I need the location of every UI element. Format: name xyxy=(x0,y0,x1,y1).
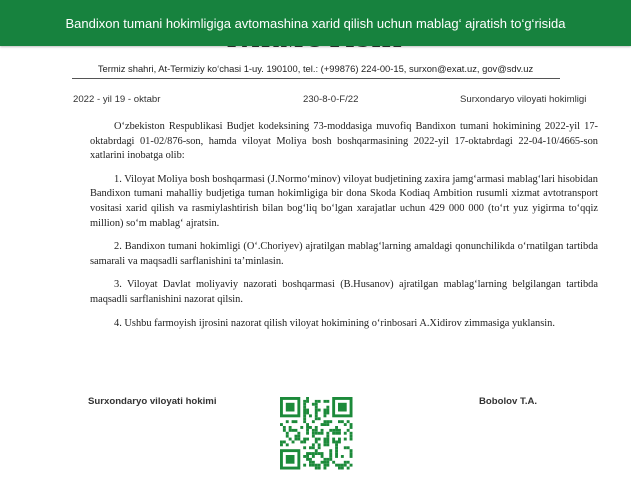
letterhead-divider xyxy=(72,78,560,79)
letterhead-address: Termiz shahri, At-Termiziy ko‘chasi 1-uy. 190100, tel.: (+99876) 224-00-15, surxon@exat.uz, gov@sdv.uz xyxy=(97,63,534,74)
clause-4-paragraph: 4. Ushbu farmoyish ijrosini nazorat qilish viloyat hokimining o‘rinbosari A.Xidirov zimmasiga yuklansin. xyxy=(114,317,555,329)
qr-code-icon xyxy=(280,395,353,478)
signatory-position: Surxondaryo viloyati hokimi xyxy=(88,396,217,407)
preamble-paragraph: O‘zbekiston Respublikasi Budjet kodeksining 73-moddasiga muvofiq Bandixon tumani hokimining 2022-yil 17-oktabrdagi 01-02/876-son, hamda viloyat Moliya bosh boshqarmasining 2022-yil 17-oktabrdagi 22-04-10/4665-son xatlarini inobatga olib: xyxy=(90,121,598,162)
page-title: Bandixon tumani hokimligiga avtomashina xarid qilish uchun mablag‘ ajratish to‘g‘risida xyxy=(65,16,566,31)
signatory-name: Bobolov T.A. xyxy=(479,396,538,407)
clause-2-paragraph: 2. Bandixon tumani hokimligi (O‘.Choriyev) ajratilgan mablag‘larning amaldagi qonunchilikda o‘rnatilgan tartibda samarali va maqsadli sarflanishini ta’minlasin. xyxy=(90,241,598,267)
title-banner xyxy=(0,0,631,46)
clause-1-paragraph: 1. Viloyat Moliya bosh boshqarmasi (J.Normo‘minov) viloyat budjetining zaxira jamg‘armasi mablag‘lari hisobidan Bandixon tumani mahalliy budjetiga tuman hokimligiga bir dona Skoda Kodiaq Ambition rusumli xizmat avtotransport vositasi xarid qilish va rasmiylashtirish bilan bog‘liq bo‘lgan xarajatlar uchun 429 000 000 (to‘rt yuz yigirma to‘qqiz million) so‘m mablag‘ ajratsin. xyxy=(90,173,598,229)
issuing-organization: Surxondaryo viloyati hokimligi xyxy=(460,94,587,105)
clause-3-paragraph: 3. Viloyat Davlat moliyaviy nazorati boshqarmasi (B.Husanov) ajratilgan mablag‘larning belgilangan tartibda maqsadli sarflanishini nazorat qilsin. xyxy=(90,279,598,305)
document-date: 2022 - yil 19 - oktabr xyxy=(73,94,161,105)
document-body xyxy=(90,120,598,340)
document-number: 230-8-0-F/22 xyxy=(303,94,359,105)
